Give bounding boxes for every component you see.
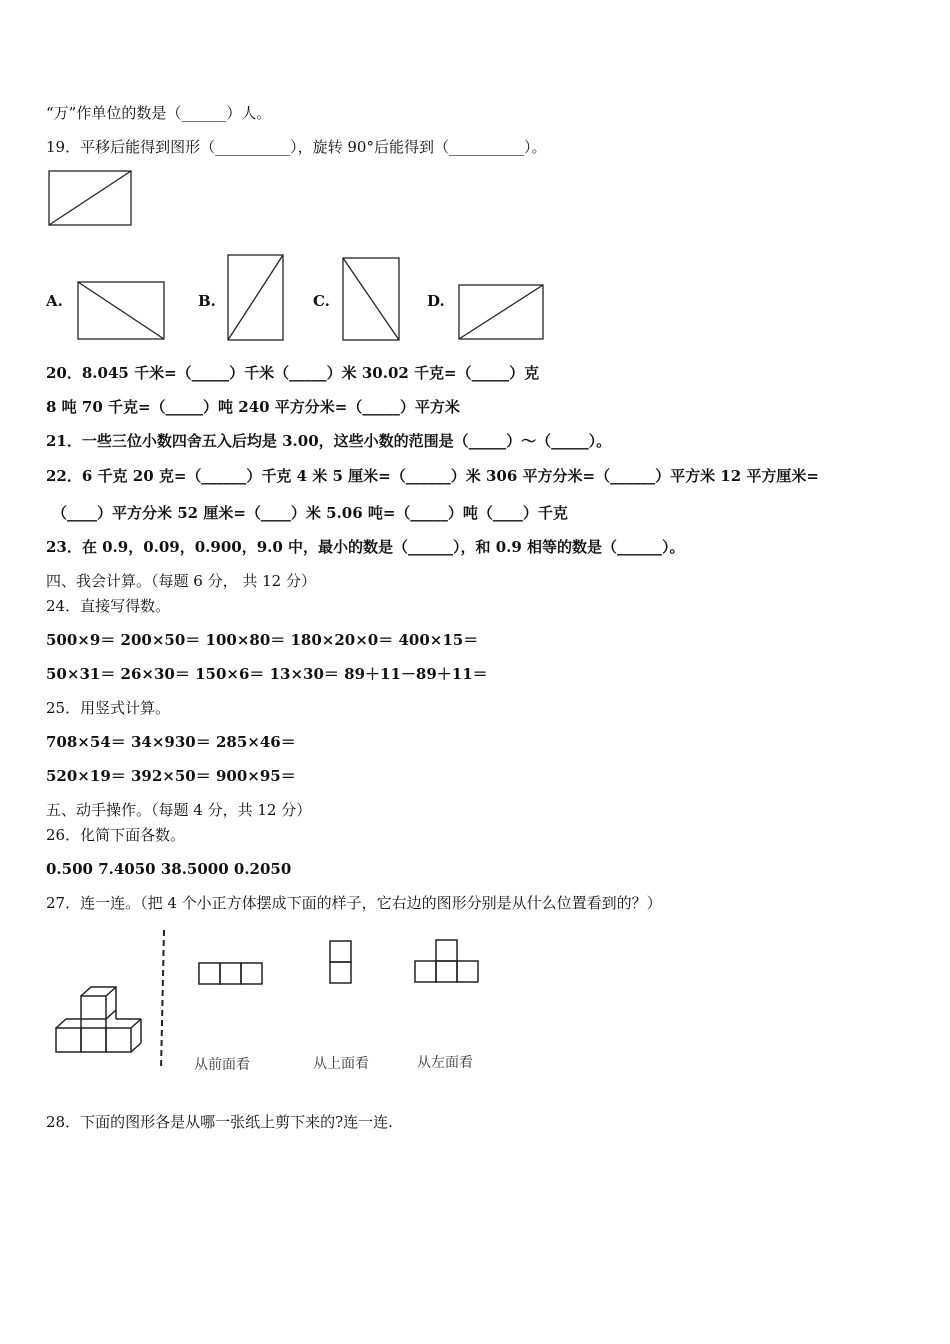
- q27-dashed-divider: [158, 928, 168, 1073]
- q19-original-figure: [48, 170, 134, 228]
- section-4-heading: 四、我会计算。（每题 6 分， 共 12 分）: [46, 572, 316, 590]
- option-c-figure[interactable]: [341, 256, 402, 344]
- q27-view-two-column[interactable]: [327, 939, 355, 987]
- question-25-row1: 708×54＝ 34×930＝ 285×46＝: [46, 733, 296, 751]
- question-25: 25．用竖式计算。: [46, 699, 171, 717]
- view-caption-left[interactable]: 从左面看: [417, 1055, 473, 1071]
- question-25-row2: 520×19＝ 392×50＝ 900×95＝: [46, 767, 296, 785]
- option-a-label: A.: [46, 292, 63, 310]
- question-28: 28．下面的图形各是从哪一张纸上剪下来的?连一连.: [46, 1113, 393, 1131]
- question-24-row1: 500×9＝ 200×50＝ 100×80＝ 180×20×0＝ 400×15＝: [46, 631, 479, 649]
- view-caption-top[interactable]: 从上面看: [313, 1056, 369, 1072]
- q27-view-t-shape[interactable]: [413, 938, 483, 986]
- q27-view-three-row[interactable]: [197, 960, 267, 988]
- question-24: 24．直接写得数。: [46, 597, 171, 615]
- line-unit-wan: “万”作单位的数是（______）人。: [46, 104, 272, 122]
- question-24-row2: 50×31＝ 26×30＝ 150×6＝ 13×30＝ 89＋11－89＋11＝: [46, 665, 488, 683]
- option-c-label: C.: [313, 292, 330, 310]
- question-27: 27．连一连。（把 4 个小正方体摆成下面的样子，它右边的图形分别是从什么位置看到的？）: [46, 894, 662, 912]
- question-22-part1: 22．6 千克 20 克=（______）千克 4 米 5 厘米=（______）米 306 平方分米=（______）平方米 12 平方厘米=: [46, 467, 819, 485]
- view-caption-front[interactable]: 从前面看: [194, 1057, 250, 1073]
- question-26: 26．化简下面各数。: [46, 826, 186, 844]
- option-d-figure[interactable]: [457, 283, 546, 343]
- option-a-figure[interactable]: [76, 280, 168, 342]
- q27-cube-stack-figure: [50, 982, 150, 1057]
- question-22-part2: （____）平方分米 52 厘米=（____）米 5.06 吨=（_____）吨（____）千克: [52, 504, 568, 522]
- question-26-numbers: 0.500 7.4050 38.5000 0.2050: [46, 860, 292, 878]
- option-d-label: D.: [427, 292, 445, 310]
- question-20-part1: 20．8.045 千米=（_____）千米（_____）米 30.02 千克=（_____）克: [46, 364, 540, 382]
- question-21: 21．一些三位小数四舍五入后均是 3.00，这些小数的范围是（_____）～（_____）。: [46, 432, 612, 450]
- question-20-part2: 8 吨 70 千克=（_____）吨 240 平方分米=（_____）平方米: [46, 398, 460, 416]
- question-19: 19．平移后能得到图形（__________），旋转 90°后能得到（__________）。: [46, 138, 547, 156]
- question-23: 23．在 0.9，0.09，0.900，9.0 中，最小的数是（______），和 0.9 相等的数是（______）。: [46, 538, 685, 556]
- option-b-label: B.: [198, 292, 216, 310]
- option-b-figure[interactable]: [226, 253, 286, 343]
- section-5-heading: 五、动手操作。（每题 4 分，共 12 分）: [46, 801, 312, 819]
